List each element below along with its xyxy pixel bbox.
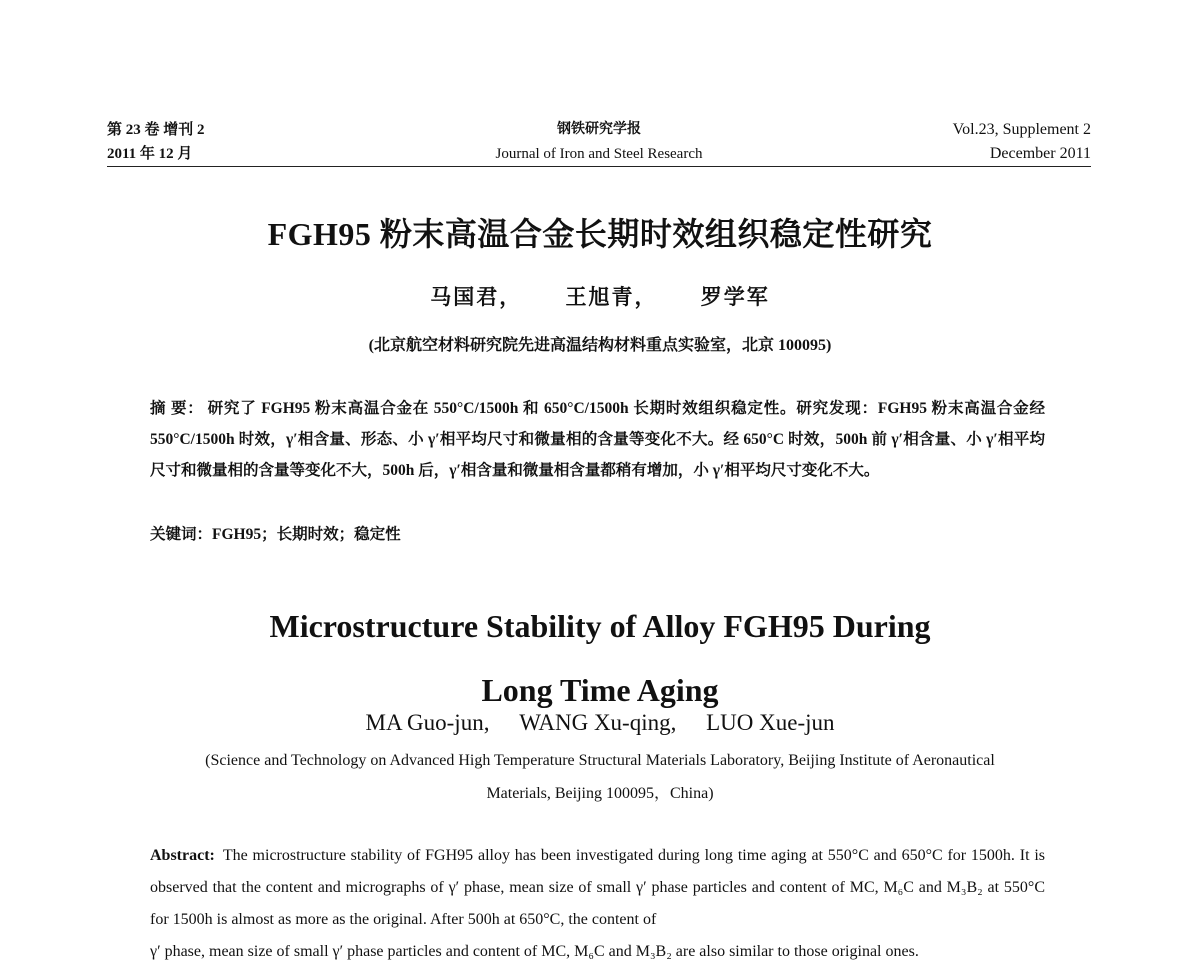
author-en: MA Guo-jun, <box>365 710 490 735</box>
journal-name-en: Journal of Iron and Steel Research <box>495 146 703 162</box>
running-header <box>107 118 1091 167</box>
affiliation-english: (Science and Technology on Advanced High Temperature Structural Materials Laboratory, Beijing Institute of Aeronautical Materials, Beijing 100095，China) <box>205 752 995 802</box>
author-cn: 罗学军 <box>700 285 770 309</box>
author-cn: 马国君， <box>430 285 523 309</box>
header-center <box>107 118 1091 166</box>
issue-date-cn: 2011 年 12 月 <box>107 146 193 162</box>
abstract-label-en: Abstract: <box>150 847 215 864</box>
abstract-text-en: The microstructure stability of FGH95 alloy has been investigated during long time aging at 550°C and 650°C for 1500h. It is observed that the content and micrographs of γ′ phase, mean size of small γ′ phase particles and content of MC, M₆C and M₃B₂ at 550°C for 1500h is almost as more as the original. After 500h at 650°C, the content of <box>150 847 1045 928</box>
journal-name-cn: 钢铁研究学报 <box>557 122 641 137</box>
author-en: LUO Xue-jun <box>706 710 835 735</box>
abstract-text-cn: 研究了 FGH95 粉末高温合金在 550°C/1500h 和 650°C/1500h 长期时效组织稳定性。研究发现：FGH95 粉末高温合金经 550°C/1500h 时效，γ′相含量、形态、小 γ′相平均尺寸和微量相的含量等变化不大。经 650°C 时效，500h 前 γ′相含量、小 γ′相平均尺寸和微量相的含量等变化不大，500h 后，γ′相含量和微量相含量都稍有增加，小 γ′相平均尺寸变化不大。 <box>150 400 1045 479</box>
author-cn: 王旭青， <box>565 285 658 309</box>
abstract-chinese <box>150 393 1045 486</box>
title-chinese: FGH95 粉末高温合金长期时效组织稳定性研究 <box>267 216 933 252</box>
issue-date-en: December 2011 <box>989 145 1091 162</box>
abstract-english <box>150 840 1045 960</box>
abstract-text-en-cut-line: γ′ phase, mean size of small γ′ phase particles and content of MC, M₆C and M₃B₂ are also similar to those original ones. <box>150 943 919 960</box>
affiliation-chinese: (北京航空材料研究院先进高温结构材料重点实验室，北京 100095) <box>368 337 832 354</box>
abstract-label-cn: 摘 要： <box>150 400 204 417</box>
keywords-chinese: 关键词：FGH95；长期时效；稳定性 <box>150 526 401 543</box>
author-en: WANG Xu-qing, <box>519 710 677 735</box>
volume-issue: 第 23 卷 增刊 2 <box>107 122 205 138</box>
title-english <box>0 594 1200 722</box>
title-en-line2: Long Time Aging <box>481 672 719 708</box>
authors-chinese <box>0 281 1200 311</box>
header-right <box>953 118 1091 166</box>
authors-english <box>0 710 1200 736</box>
title-en-line1: Microstructure Stability of Alloy FGH95 During <box>269 608 931 644</box>
volume-supplement: Vol.23, Supplement 2 <box>952 121 1091 138</box>
